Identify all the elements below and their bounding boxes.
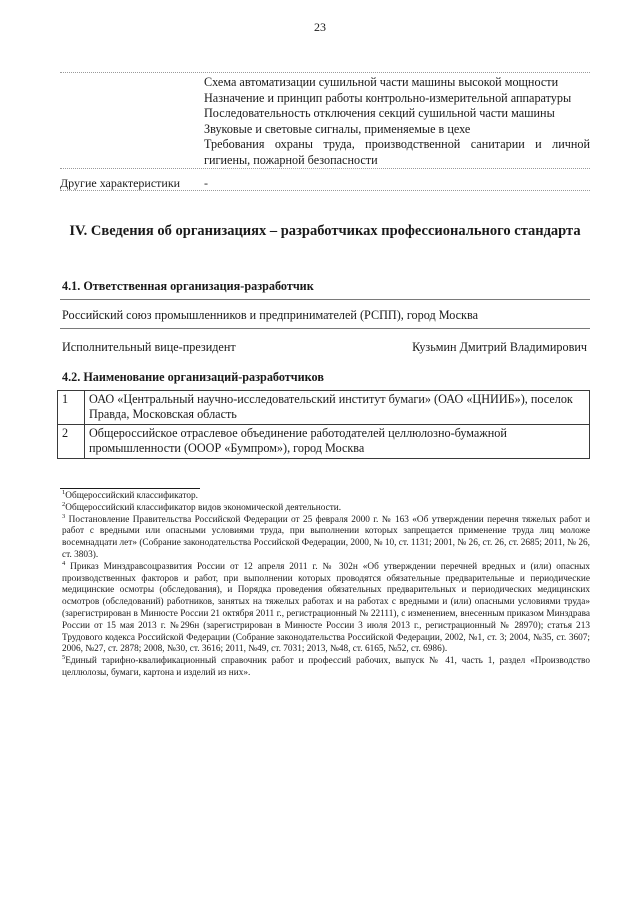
representative-position: Исполнительный вице-президент bbox=[62, 340, 236, 354]
dotted-divider bbox=[60, 190, 590, 191]
footnote-text: Общероссийский классификатор. bbox=[65, 491, 198, 501]
organization-name: Общероссийское отраслевое объединение работодателей целлюлозно-бумажной промышленности (ОООР «Бумпром»), город Москва bbox=[85, 425, 590, 459]
table-row bbox=[58, 391, 590, 425]
skills-list bbox=[204, 73, 590, 168]
footnote-mark: 4 bbox=[62, 559, 66, 567]
footnote bbox=[62, 656, 590, 680]
page-number: 23 bbox=[314, 20, 326, 34]
footnote bbox=[62, 500, 590, 515]
organization-name: ОАО «Центральный научно-исследовательский институт бумаги» (ОАО «ЦНИИБ»), поселок Правда, Московская область bbox=[85, 391, 590, 425]
row-number: 1 bbox=[58, 391, 85, 425]
footnote-text: Постановление Правительства Российской Федерации от 25 февраля 2000 г. № 163 «Об утверждении перечня тяжелых работ и работ с вредными или опасными условиями труда, при выполнении которых запрещается применение труда лиц моложе восемнадцати лет» (Собрание законодательства Российской Федерации, 2000, № 10, ст. 1131; 2001, № 26, ст. 26, ст. 2685; 2011, № 26, ст. 3803). bbox=[62, 514, 590, 560]
skill-item: Звуковые и световые сигналы, применяемые в цехе bbox=[204, 121, 471, 136]
footnote-text: Единый тарифно-квалификационный справочник работ и профессий рабочих, выпуск № 41, часть 1, раздел «Производство целлюлозы, бумаги, картона и изделий из них». bbox=[62, 656, 590, 678]
footnote-text: Приказ Минздравсоцразвития России от 12 апреля 2011 г. № 302н «Об утверждении перечней вредных и (или) опасных производственных факторов и работ, при выполнении которых проводятся обязательные предварительные и периодические медицинские осмотры (обследования), и Порядка проведения обязательных предварительных и периодических медицинских осмотров (обследований) работников, занятых на тяжелых работах и на работах с вредными и (или) опасными условиями труда» (зарегистрирован в Минюсте России 21 октября 2011 г., регистрационный № 22111), с изменением, внесенным приказом Минздрава России от 15 мая 2013 г. №296н (зарегистрирован в Минюсте России 3 июля 2013 г., регистрационный № 28970); статья 213 Трудового кодекса Российской Федерации (Собрание законодательства Российской Федерации, 2002, №1, ст. 3; 2004, №35, ст. 3607; 2006, №27, ст. 2878; 2008, №30, ст. 3616; 2011, №49, ст. 7031; 2013, №48, ст. 6165, №52, ст. 6986). bbox=[62, 561, 590, 655]
other-characteristics-label: Другие характеристики bbox=[60, 176, 181, 190]
skill-item: Требования охраны труда, производственной санитарии и личной гигиены, пожарной безопасности bbox=[204, 137, 590, 167]
developers-table bbox=[57, 390, 590, 459]
footnote bbox=[62, 512, 590, 562]
other-characteristics-row bbox=[60, 176, 590, 190]
skill-item: Схема автоматизации сушильной части машины высокой мощности bbox=[204, 75, 559, 89]
skill-item: Назначение и принцип работы контрольно-измерительной аппаратуры bbox=[204, 90, 572, 105]
representative-name: Кузьмин Дмитрий Владимирович bbox=[412, 340, 587, 354]
footnote bbox=[62, 559, 590, 656]
responsible-heading: 4.1. Ответственная организация-разработчик bbox=[62, 279, 314, 293]
responsible-organization: Российский союз промышленников и предпринимателей (РСПП), город Москва bbox=[60, 299, 590, 329]
footnote-mark: 1 bbox=[62, 488, 66, 496]
section-title: IV. Сведения об организациях – разработчиках профессионального стандарта bbox=[69, 223, 581, 239]
footnote-text: Общероссийский классификатор видов экономической деятельности. bbox=[65, 502, 342, 513]
footnotes bbox=[62, 488, 590, 680]
footnote-mark: 3 bbox=[62, 512, 66, 520]
row-number: 2 bbox=[58, 425, 85, 459]
other-characteristics-value: - bbox=[204, 176, 208, 190]
footnote-mark: 2 bbox=[62, 500, 66, 508]
skills-block bbox=[60, 72, 590, 191]
dotted-divider bbox=[60, 168, 590, 169]
representative-row bbox=[62, 340, 587, 355]
footnote-mark: 5 bbox=[62, 654, 66, 662]
developers-heading: 4.2. Наименование организаций-разработчиков bbox=[62, 370, 324, 384]
skill-item: Последовательность отключения секций сушильной части машины bbox=[204, 106, 555, 120]
footnote-divider bbox=[60, 488, 200, 489]
table-row bbox=[58, 425, 590, 459]
footnote bbox=[62, 488, 590, 503]
